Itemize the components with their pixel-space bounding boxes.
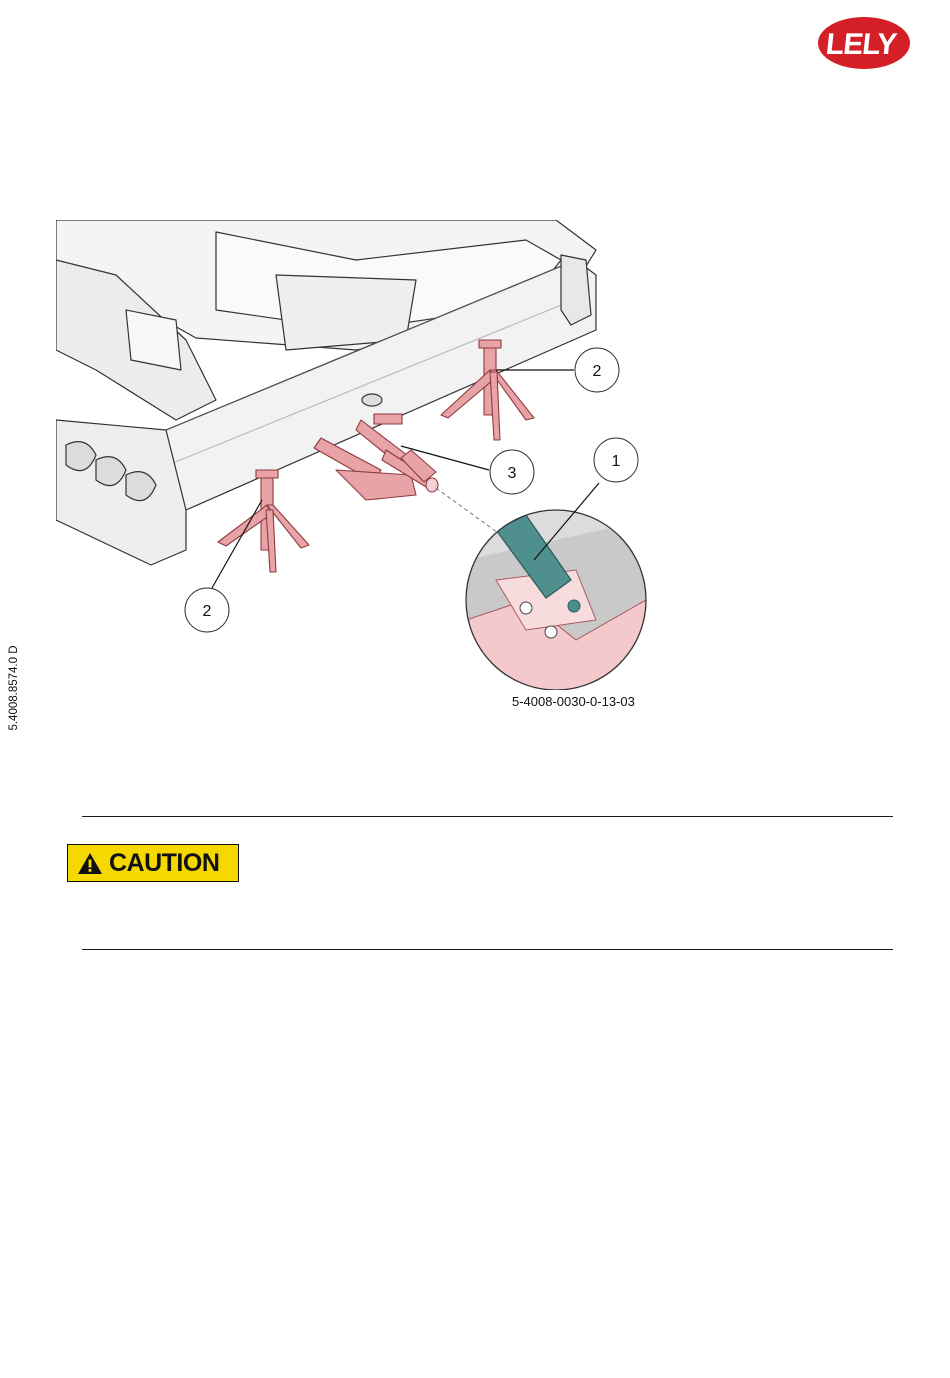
lifting-illustration (56, 220, 656, 690)
callout-3 (490, 450, 534, 494)
callout-2-right (575, 348, 619, 392)
svg-text:2: 2 (202, 603, 212, 620)
figure-code: 5-4008-0030-0-13-03 (512, 694, 635, 709)
warning-triangle-icon (77, 852, 103, 875)
caution-label: CAUTION (109, 848, 220, 877)
svg-text:2: 2 (592, 363, 602, 380)
svg-text:1: 1 (611, 453, 621, 470)
callout-2-left (185, 588, 229, 632)
document-code: 5.4008.8574.0 D (8, 645, 20, 731)
callout-1 (594, 438, 638, 482)
caution-badge (67, 844, 239, 882)
lely-logo (816, 16, 912, 70)
svg-text:3: 3 (507, 465, 517, 482)
caution-bottom-rule (82, 949, 893, 950)
logo-text: LELY (824, 28, 898, 61)
caution-top-rule (82, 816, 893, 817)
